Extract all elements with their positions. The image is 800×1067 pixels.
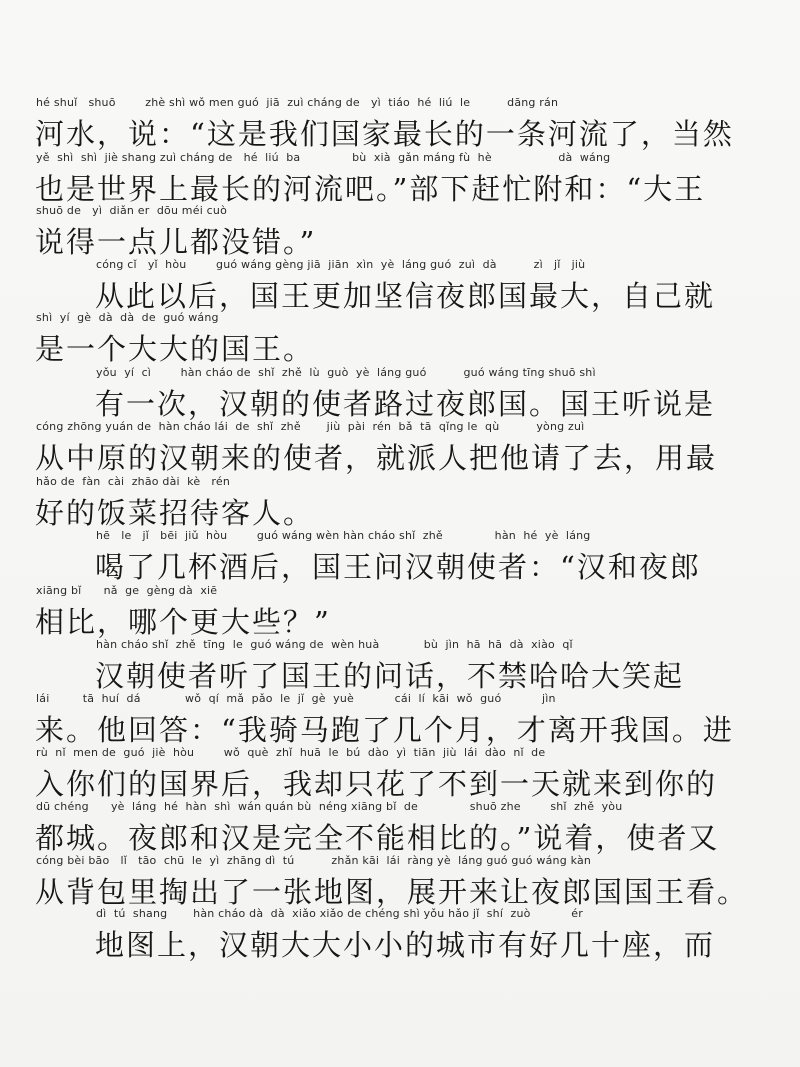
pinyin-line: cóng cǐ yǐ hòu guó wáng gèng jiā jiān xìn yè láng guó zuì dà zì jǐ jiù [96,258,586,271]
pinyin-line: hé shuǐ shuō zhè shì wǒ men guó jiā zuì cháng de yì tiáo hé liú le dāng rán [36,96,559,109]
text-line: 地图上，汉朝大大小小的城市有好几十座，而 [95,928,716,962]
text-line: 也是世界上最长的河流吧。”部下赶忙附和：“大王 [35,172,706,206]
pinyin-line: shuō de yì diǎn er dōu méi cuò [36,204,227,217]
text-line: 汉朝使者听了国王的问话，不禁哈哈大笑起 [95,659,685,693]
pinyin-line: dū chéng yè láng hé hàn shì wán quán bù néng xiāng bǐ de shuō zhe shǐ zhě yòu [36,800,623,813]
text-line: 有一次，汉朝的使者路过夜郎国。国王听说是 [95,387,716,421]
pinyin-line: yě shì shì jiè shang zuì cháng de hé liú ba bù xià gǎn máng fù hè dà wáng [36,151,611,164]
text-line: 从中原的汉朝来的使者，就派人把他请了去，用最 [35,441,718,475]
text-line: 来。他回答：“我骑马跑了几个月，才离开我国。进 [35,713,734,747]
pinyin-line: hē le jǐ bēi jiǔ hòu guó wáng wèn hàn cháo shǐ zhě hàn hé yè láng [96,529,591,542]
pinyin-line: shì yí gè dà dà de guó wáng [36,311,219,324]
text-line: 从背包里掏出了一张地图，展开来让夜郎国国王看。 [35,875,749,909]
text-line: 好的饭菜招待客人。 [35,496,315,530]
text-line: 是一个大大的国王。 [35,332,315,366]
pinyin-line: hǎo de fàn cài zhāo dài kè rén [36,475,231,488]
pinyin-line: rù nǐ men de guó jiè hòu wǒ què zhǐ huā le bú dào yì tiān jiù lái dào nǐ de [36,746,546,759]
pinyin-line: lái tā huí dá wǒ qí mǎ pǎo le jǐ gè yuè cái lí kāi wǒ guó jìn [36,692,556,705]
text-line: 喝了几杯酒后，国王问汉朝使者：“汉和夜郎 [95,550,701,584]
text-line: 都城。夜郎和汉是完全不能相比的。”说着，使者又 [35,821,720,855]
pinyin-line: hàn cháo shǐ zhě tīng le guó wáng de wèn huà bù jìn hā hā dà xiào qǐ [96,638,573,651]
text-line: 入你们的国界后，我却只花了不到一天就来到你的 [35,767,718,801]
text-line: 河水，说：“这是我们国家最长的一条河流了，当然 [35,117,734,151]
pinyin-line: xiāng bǐ nǎ ge gèng dà xiē [36,584,218,597]
pinyin-line: cóng zhōng yuán de hàn cháo lái de shǐ zhě jiù pài rén bǎ tā qǐng le qù yòng zuì [36,420,585,433]
text-line: 说得一点儿都没错。” [35,225,317,259]
text-line: 相比，哪个更大些？” [35,605,331,639]
text-line: 从此以后，国王更加坚信夜郎国最大，自己就 [95,279,716,313]
pinyin-line: yǒu yí cì hàn cháo de shǐ zhě lù guò yè láng guó guó wáng tīng shuō shì [96,366,596,379]
pinyin-line: dì tú shang hàn cháo dà dà xiǎo xiǎo de chéng shì yǒu hǎo jǐ shí zuò ér [96,907,583,920]
pinyin-line: cóng bèi bāo lǐ tāo chū le yì zhāng dì tú zhǎn kāi lái ràng yè láng guó guó wáng kàn [36,854,592,867]
